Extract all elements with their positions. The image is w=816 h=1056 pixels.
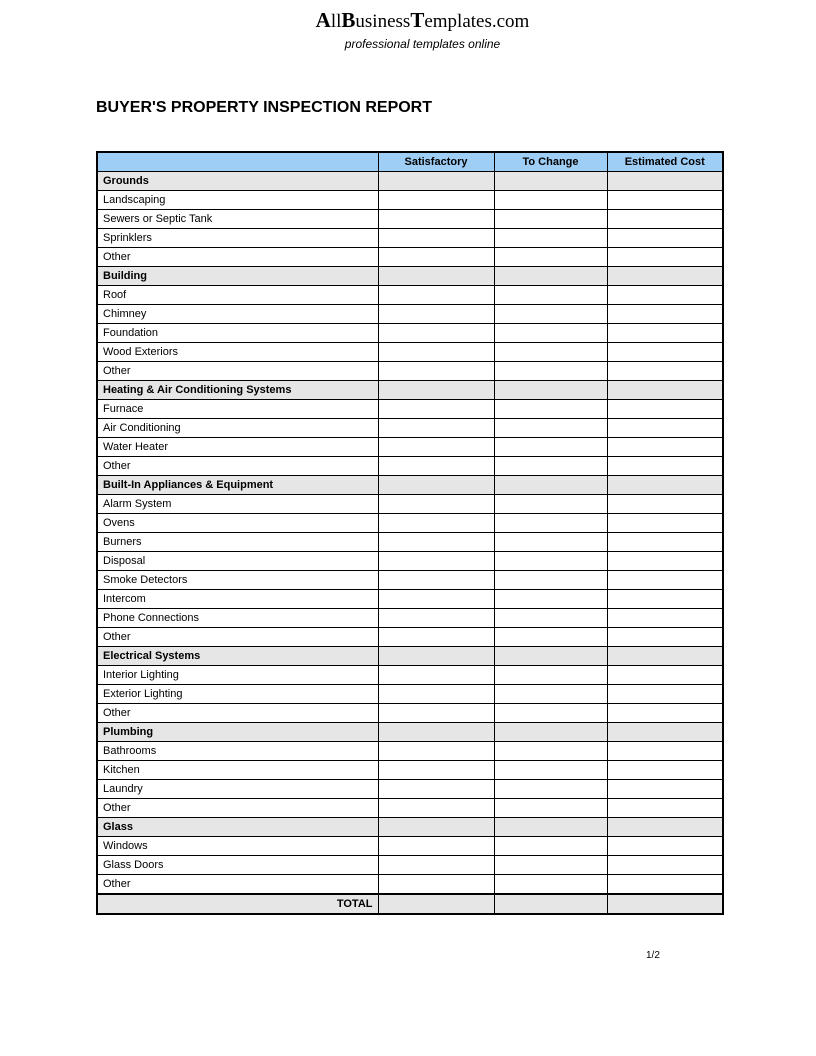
section-label: Plumbing: [97, 723, 378, 742]
to-change-cell[interactable]: [494, 514, 607, 533]
to-change-cell[interactable]: [494, 419, 607, 438]
table-row: [97, 229, 723, 248]
estimated-cost-cell[interactable]: [607, 286, 723, 305]
to-change-cell[interactable]: [494, 324, 607, 343]
satisfactory-cell[interactable]: [378, 419, 494, 438]
brand-text-part: emplates.com: [424, 11, 530, 32]
section-label: Building: [97, 267, 378, 286]
section-row: [97, 267, 723, 286]
table-row: [97, 495, 723, 514]
total-row: [97, 894, 723, 914]
to-change-cell[interactable]: [494, 305, 607, 324]
estimated-cost-cell[interactable]: [607, 324, 723, 343]
satisfactory-cell[interactable]: [378, 761, 494, 780]
section-row: [97, 818, 723, 837]
total-satisfactory-cell[interactable]: [378, 894, 494, 914]
to-change-cell[interactable]: [494, 229, 607, 248]
to-change-cell[interactable]: [494, 590, 607, 609]
section-row: [97, 476, 723, 495]
section-row: [97, 723, 723, 742]
satisfactory-cell[interactable]: [378, 533, 494, 552]
estimated-cost-cell[interactable]: [607, 856, 723, 875]
satisfactory-cell[interactable]: [378, 229, 494, 248]
item-label: Wood Exteriors: [97, 343, 378, 362]
item-label: Other: [97, 457, 378, 476]
brand-text-part: B: [341, 8, 356, 32]
estimated-cost-cell[interactable]: [607, 552, 723, 571]
table-row: [97, 685, 723, 704]
to-change-cell[interactable]: [494, 685, 607, 704]
item-label: Smoke Detectors: [97, 571, 378, 590]
to-change-cell[interactable]: [494, 761, 607, 780]
estimated-cost-cell[interactable]: [607, 362, 723, 381]
to-change-cell[interactable]: [494, 799, 607, 818]
satisfactory-cell[interactable]: [378, 514, 494, 533]
estimated-cost-cell[interactable]: [607, 780, 723, 799]
estimated-cost-cell[interactable]: [607, 438, 723, 457]
satisfactory-cell[interactable]: [378, 742, 494, 761]
satisfactory-cell[interactable]: [378, 609, 494, 628]
estimated-cost-cell[interactable]: [607, 761, 723, 780]
table-row: [97, 571, 723, 590]
satisfactory-cell[interactable]: [378, 704, 494, 723]
brand-text-part: usiness: [355, 11, 411, 32]
section-row: [97, 172, 723, 191]
to-change-cell: [494, 172, 607, 191]
section-label: Glass: [97, 818, 378, 837]
estimated-cost-cell[interactable]: [607, 514, 723, 533]
to-change-cell[interactable]: [494, 400, 607, 419]
table-row: [97, 609, 723, 628]
table-row: [97, 400, 723, 419]
satisfactory-cell[interactable]: [378, 590, 494, 609]
to-change-cell[interactable]: [494, 457, 607, 476]
item-label: Landscaping: [97, 191, 378, 210]
satisfactory-cell[interactable]: [378, 457, 494, 476]
satisfactory-cell: [378, 647, 494, 666]
item-label: Intercom: [97, 590, 378, 609]
section-label: Electrical Systems: [97, 647, 378, 666]
to-change-cell: [494, 267, 607, 286]
page-number: 1/2: [646, 950, 660, 961]
to-change-cell[interactable]: [494, 875, 607, 895]
table-row: [97, 305, 723, 324]
brand-logo: [0, 8, 816, 33]
to-change-cell[interactable]: [494, 837, 607, 856]
item-label: Water Heater: [97, 438, 378, 457]
item-label: Other: [97, 248, 378, 267]
total-estimated-cost-cell[interactable]: [607, 894, 723, 914]
table-row: [97, 419, 723, 438]
satisfactory-cell[interactable]: [378, 210, 494, 229]
to-change-cell[interactable]: [494, 780, 607, 799]
to-change-cell[interactable]: [494, 533, 607, 552]
satisfactory-cell[interactable]: [378, 875, 494, 895]
table-body: [97, 172, 723, 895]
satisfactory-cell[interactable]: [378, 438, 494, 457]
item-label: Roof: [97, 286, 378, 305]
estimated-cost-cell[interactable]: [607, 419, 723, 438]
estimated-cost-cell[interactable]: [607, 799, 723, 818]
estimated-cost-cell[interactable]: [607, 685, 723, 704]
section-label: Grounds: [97, 172, 378, 191]
satisfactory-cell[interactable]: [378, 552, 494, 571]
table-row: [97, 799, 723, 818]
item-label: Disposal: [97, 552, 378, 571]
table-row: [97, 438, 723, 457]
satisfactory-cell: [378, 381, 494, 400]
satisfactory-cell[interactable]: [378, 685, 494, 704]
estimated-cost-cell[interactable]: [607, 248, 723, 267]
item-label: Windows: [97, 837, 378, 856]
to-change-cell[interactable]: [494, 666, 607, 685]
to-change-cell[interactable]: [494, 742, 607, 761]
item-label: Other: [97, 362, 378, 381]
to-change-cell[interactable]: [494, 552, 607, 571]
satisfactory-cell[interactable]: [378, 571, 494, 590]
table-row: [97, 780, 723, 799]
section-label: Built-In Appliances & Equipment: [97, 476, 378, 495]
satisfactory-cell[interactable]: [378, 191, 494, 210]
brand-text-part: T: [410, 8, 425, 32]
table-header-row: [97, 152, 723, 172]
table-row: [97, 837, 723, 856]
satisfactory-cell[interactable]: [378, 666, 494, 685]
to-change-cell[interactable]: [494, 362, 607, 381]
total-to-change-cell[interactable]: [494, 894, 607, 914]
table-row: [97, 704, 723, 723]
satisfactory-cell[interactable]: [378, 248, 494, 267]
satisfactory-cell[interactable]: [378, 362, 494, 381]
column-header-estimated-cost: Estimated Cost: [607, 152, 723, 172]
to-change-cell: [494, 381, 607, 400]
satisfactory-cell[interactable]: [378, 324, 494, 343]
item-label: Exterior Lighting: [97, 685, 378, 704]
estimated-cost-cell: [607, 723, 723, 742]
table-row: [97, 875, 723, 895]
estimated-cost-cell[interactable]: [607, 742, 723, 761]
to-change-cell[interactable]: [494, 495, 607, 514]
item-label: Laundry: [97, 780, 378, 799]
estimated-cost-cell[interactable]: [607, 875, 723, 895]
to-change-cell[interactable]: [494, 438, 607, 457]
estimated-cost-cell: [607, 267, 723, 286]
item-label: Alarm System: [97, 495, 378, 514]
estimated-cost-cell[interactable]: [607, 210, 723, 229]
table-row: [97, 191, 723, 210]
to-change-cell[interactable]: [494, 704, 607, 723]
table-row: [97, 856, 723, 875]
estimated-cost-cell: [607, 476, 723, 495]
table-row: [97, 533, 723, 552]
to-change-cell: [494, 647, 607, 666]
estimated-cost-cell[interactable]: [607, 400, 723, 419]
table-row: [97, 286, 723, 305]
item-label: Phone Connections: [97, 609, 378, 628]
to-change-cell[interactable]: [494, 628, 607, 647]
estimated-cost-cell[interactable]: [607, 343, 723, 362]
to-change-cell[interactable]: [494, 191, 607, 210]
item-label: Foundation: [97, 324, 378, 343]
item-label: Air Conditioning: [97, 419, 378, 438]
estimated-cost-cell: [607, 381, 723, 400]
table-row: [97, 628, 723, 647]
estimated-cost-cell[interactable]: [607, 229, 723, 248]
to-change-cell: [494, 818, 607, 837]
table-row: [97, 210, 723, 229]
table-row: [97, 324, 723, 343]
to-change-cell[interactable]: [494, 210, 607, 229]
column-header-satisfactory: Satisfactory: [378, 152, 494, 172]
satisfactory-cell[interactable]: [378, 856, 494, 875]
to-change-cell: [494, 723, 607, 742]
estimated-cost-cell[interactable]: [607, 666, 723, 685]
section-row: [97, 647, 723, 666]
brand-tagline: professional templates online: [344, 37, 501, 51]
satisfactory-cell[interactable]: [378, 799, 494, 818]
inspection-table: [96, 151, 724, 915]
brand-text-part: A: [315, 8, 331, 32]
column-header-to-change: To Change: [494, 152, 607, 172]
satisfactory-cell[interactable]: [378, 400, 494, 419]
to-change-cell[interactable]: [494, 286, 607, 305]
estimated-cost-cell[interactable]: [607, 457, 723, 476]
satisfactory-cell[interactable]: [378, 286, 494, 305]
table-row: [97, 761, 723, 780]
item-label: Burners: [97, 533, 378, 552]
estimated-cost-cell[interactable]: [607, 590, 723, 609]
table-row: [97, 248, 723, 267]
item-label: Other: [97, 628, 378, 647]
estimated-cost-cell: [607, 818, 723, 837]
satisfactory-cell[interactable]: [378, 628, 494, 647]
item-label: Kitchen: [97, 761, 378, 780]
item-label: Interior Lighting: [97, 666, 378, 685]
satisfactory-cell[interactable]: [378, 495, 494, 514]
table-row: [97, 742, 723, 761]
page-title: BUYER'S PROPERTY INSPECTION REPORT: [96, 99, 433, 116]
estimated-cost-cell[interactable]: [607, 628, 723, 647]
item-label: Glass Doors: [97, 856, 378, 875]
item-label: Chimney: [97, 305, 378, 324]
item-label: Sewers or Septic Tank: [97, 210, 378, 229]
item-label: Sprinklers: [97, 229, 378, 248]
estimated-cost-cell[interactable]: [607, 533, 723, 552]
satisfactory-cell: [378, 172, 494, 191]
satisfactory-cell: [378, 267, 494, 286]
item-label: Furnace: [97, 400, 378, 419]
satisfactory-cell: [378, 476, 494, 495]
table-row: [97, 514, 723, 533]
item-label: Other: [97, 875, 378, 895]
to-change-cell: [494, 476, 607, 495]
satisfactory-cell[interactable]: [378, 837, 494, 856]
section-row: [97, 381, 723, 400]
item-label: Ovens: [97, 514, 378, 533]
item-label: Other: [97, 704, 378, 723]
estimated-cost-cell[interactable]: [607, 837, 723, 856]
table-row: [97, 457, 723, 476]
estimated-cost-cell[interactable]: [607, 609, 723, 628]
table-row: [97, 666, 723, 685]
satisfactory-cell[interactable]: [378, 780, 494, 799]
estimated-cost-cell[interactable]: [607, 305, 723, 324]
satisfactory-cell: [378, 723, 494, 742]
item-label: Other: [97, 799, 378, 818]
section-label: Heating & Air Conditioning Systems: [97, 381, 378, 400]
total-label: TOTAL: [97, 894, 378, 914]
column-header-item: [97, 152, 378, 172]
to-change-cell[interactable]: [494, 856, 607, 875]
estimated-cost-cell[interactable]: [607, 704, 723, 723]
brand-text-part: ll: [330, 11, 342, 32]
satisfactory-cell[interactable]: [378, 305, 494, 324]
satisfactory-cell[interactable]: [378, 343, 494, 362]
table-row: [97, 552, 723, 571]
satisfactory-cell: [378, 818, 494, 837]
table-row: [97, 362, 723, 381]
table-row: [97, 343, 723, 362]
item-label: Bathrooms: [97, 742, 378, 761]
estimated-cost-cell[interactable]: [607, 495, 723, 514]
estimated-cost-cell[interactable]: [607, 571, 723, 590]
estimated-cost-cell[interactable]: [607, 191, 723, 210]
table-row: [97, 590, 723, 609]
estimated-cost-cell: [607, 172, 723, 191]
to-change-cell[interactable]: [494, 571, 607, 590]
to-change-cell[interactable]: [494, 248, 607, 267]
to-change-cell[interactable]: [494, 609, 607, 628]
estimated-cost-cell: [607, 647, 723, 666]
to-change-cell[interactable]: [494, 343, 607, 362]
